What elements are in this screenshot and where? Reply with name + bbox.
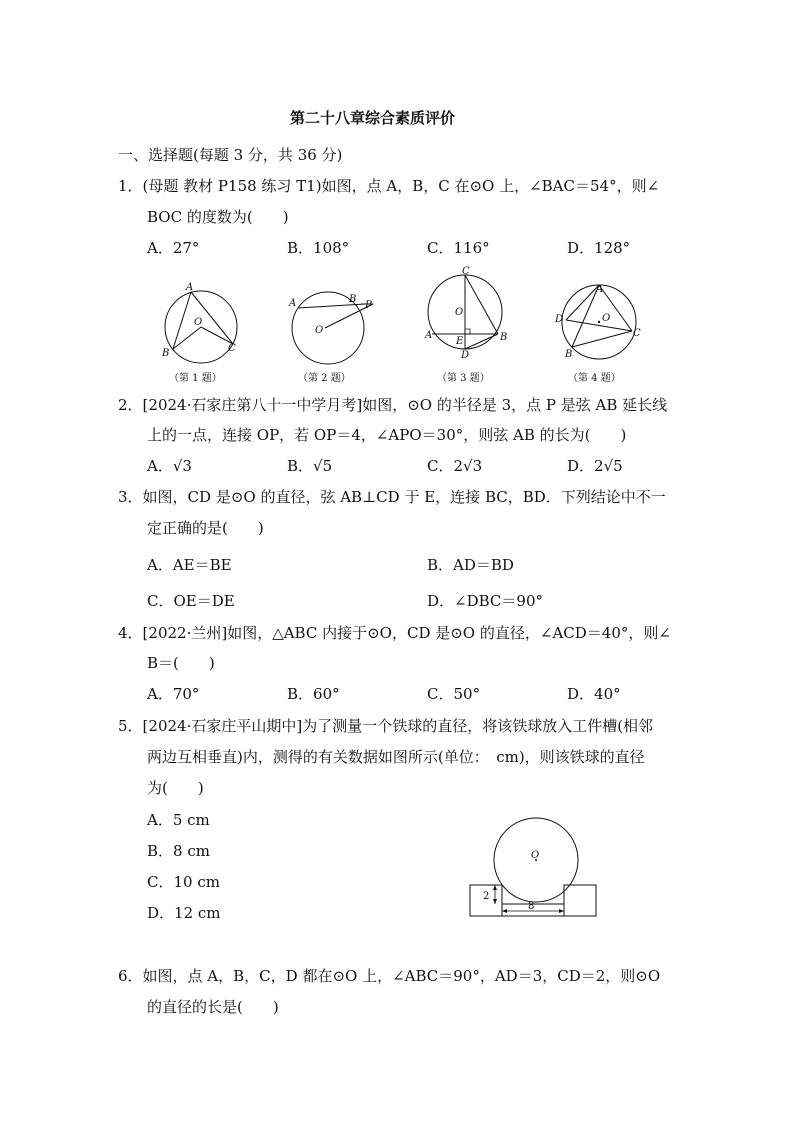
q4-option-d[interactable]: D．40°: [567, 685, 621, 703]
fig1-label-o: O: [194, 317, 203, 328]
q2-line2: 上的一点，连接 OP，若 OP＝4，∠APO＝30°，则弦 AB 的长为( ): [147, 426, 627, 444]
fig4-label-d: D: [555, 314, 564, 325]
q5-line2: 两边互相垂直)内，测得的有关数据如图所示(单位： cm)，则该铁球的直径: [147, 748, 645, 766]
fig4-label-o: O: [602, 313, 611, 324]
fig5-dim-height: 2: [483, 891, 490, 902]
figure-3: [425, 266, 535, 385]
figure-5: [465, 818, 605, 923]
q5-option-a[interactable]: A．5 cm: [147, 811, 210, 829]
fig1-label-a: A: [186, 282, 194, 293]
q6-line2: 的直径的长是( ): [147, 998, 279, 1016]
fig5-dim-width: 8: [528, 901, 535, 912]
q1-option-a[interactable]: A．27°: [147, 239, 200, 257]
q4-line1: 4．[2022·兰州]如图，△ABC 内接于⊙O，CD 是⊙O 的直径，∠ACD＝40°，则∠: [118, 624, 671, 642]
q6-line1: 6．如图，点 A，B，C，D 都在⊙O 上，∠ABC＝90°，AD＝3，CD＝2，则⊙O: [118, 967, 661, 985]
q4-option-a[interactable]: A．70°: [147, 685, 200, 703]
fig3-label-c: C: [462, 266, 470, 277]
q3-option-b[interactable]: B．AD＝BD: [427, 556, 514, 574]
q1-line1: 1．(母题 教材 P158 练习 T1)如图，点 A，B，C 在⊙O 上，∠BAC＝54°，则∠: [118, 177, 660, 195]
fig2-label-a: A: [289, 298, 297, 309]
q5-line3: 为( ): [147, 779, 204, 797]
q1-option-c[interactable]: C．116°: [427, 239, 490, 257]
q3-option-c[interactable]: C．OE＝DE: [147, 592, 235, 610]
q4-line2: B＝( ): [147, 654, 215, 672]
fig3-label-o: O: [455, 307, 464, 318]
q2-option-a[interactable]: A．√3: [147, 457, 192, 475]
q3-line2: 定正确的是( ): [147, 519, 264, 537]
page-title: 第二十八章综合素质评价: [290, 109, 456, 127]
fig1-label-b: B: [162, 348, 170, 359]
fig3-label-b: B: [500, 332, 508, 343]
q4-option-b[interactable]: B．60°: [287, 685, 340, 703]
figure-4: [555, 276, 665, 391]
fig2-label-o: O: [315, 325, 324, 336]
fig3-label-e: E: [456, 336, 464, 347]
q3-line1: 3．如图，CD 是⊙O 的直径，弦 AB⊥CD 于 E，连接 BC，BD．下列结论中不一: [118, 488, 666, 506]
fig3-caption: （第 3 题）: [437, 373, 490, 384]
fig4-caption: （第 4 题）: [568, 373, 621, 384]
fig4-label-c: C: [633, 328, 641, 339]
q1-option-b[interactable]: B．108°: [287, 239, 350, 257]
q2-option-c[interactable]: C．2√3: [427, 457, 483, 475]
q3-option-d[interactable]: D．∠DBC＝90°: [427, 592, 543, 610]
q2-option-b[interactable]: B．√5: [287, 457, 333, 475]
q5-option-b[interactable]: B．8 cm: [147, 842, 210, 860]
fig1-caption: （第 1 题）: [169, 373, 222, 384]
fig4-label-a: A: [596, 284, 604, 295]
q5-option-d[interactable]: D．12 cm: [147, 904, 221, 922]
fig1-label-c: C: [228, 343, 236, 354]
fig2-label-p: P: [365, 300, 372, 311]
figure-2: [285, 278, 395, 388]
q2-option-d[interactable]: D．2√5: [567, 457, 623, 475]
fig5-label-o: O: [531, 850, 540, 861]
fig3-label-a: A: [425, 330, 433, 341]
q1-line2: BOC 的度数为( ): [147, 208, 289, 226]
fig2-caption: （第 2 题）: [298, 373, 351, 384]
q5-option-c[interactable]: C．10 cm: [147, 873, 220, 891]
q2-line1: 2．[2024·石家庄第八十一中学月考]如图，⊙O 的半径是 3，点 P 是弦 AB 延长线: [118, 396, 668, 414]
q3-option-a[interactable]: A．AE＝BE: [147, 556, 232, 574]
fig4-label-b: B: [565, 349, 573, 360]
q4-option-c[interactable]: C．50°: [427, 685, 481, 703]
q1-option-d[interactable]: D．128°: [567, 239, 631, 257]
figure-1: [155, 278, 255, 388]
fig3-label-d: D: [461, 350, 470, 361]
q5-line1: 5．[2024·石家庄平山期中]为了测量一个铁球的直径，将该铁球放入工件槽(相邻: [118, 717, 654, 735]
section-heading: 一、选择题(每题 3 分，共 36 分): [118, 146, 343, 164]
fig2-label-b: B: [349, 294, 357, 305]
